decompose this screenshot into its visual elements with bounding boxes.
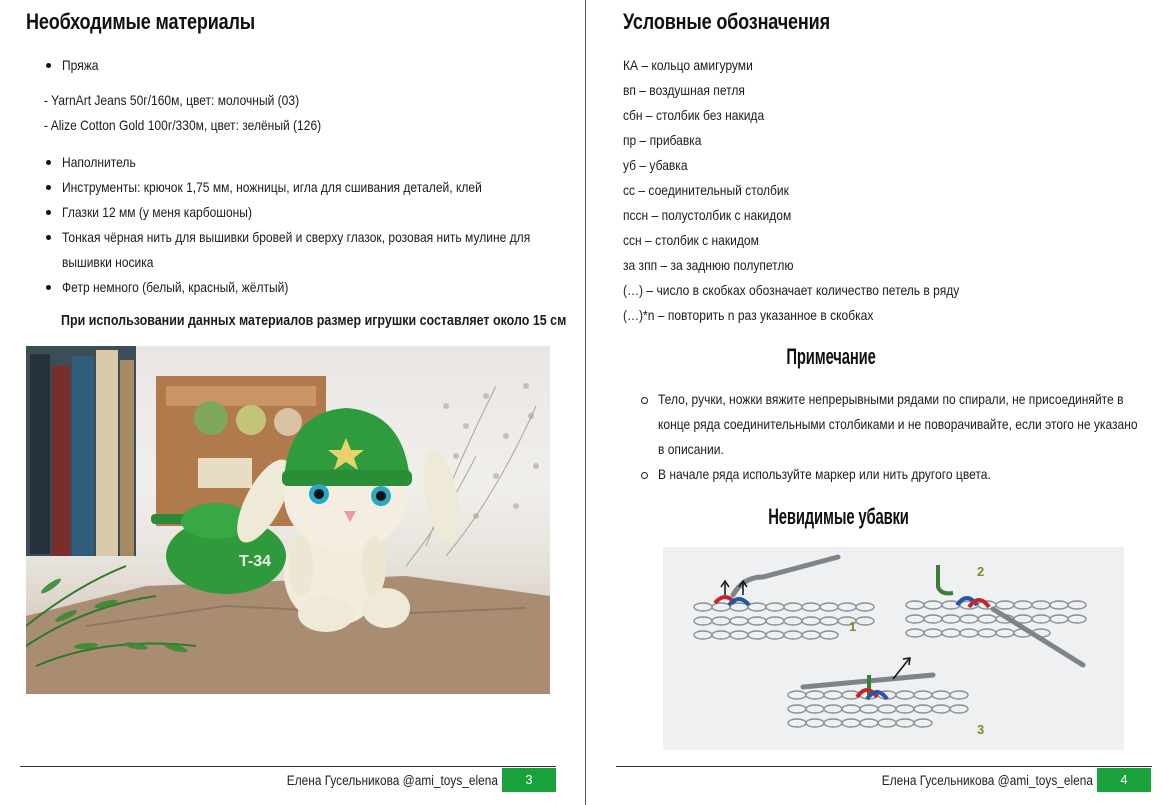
page-divider [585,0,586,805]
circle-bullet [641,397,648,404]
decrease-title [588,504,1088,530]
bullet-dot [46,63,51,68]
note-title-text: Примечание [786,344,876,369]
diagram-art [663,547,1124,750]
eyes-bullet: Глазки 12 мм (у меня карбошоны) [62,204,252,220]
bullet-dot [46,210,51,215]
bullet-dot [46,160,51,165]
footer-line [616,766,1152,767]
legend-item: за зпп – за заднюю полупетлю [623,257,794,273]
yarn-bullet: Пряжа [62,57,99,73]
page-number: 4 [1097,768,1151,792]
legend-item: сс – соединительный столбик [623,182,789,198]
legend-item: пр – прибавка [623,132,702,148]
tank-label: T-34 [239,553,272,570]
decrease-title-text: Невидимые убавки [767,504,909,529]
yarn-line-1: - YarnArt Jeans 50г/160м, цвет: молочный (03) [44,92,300,108]
legend-item: (…) – число в скобках обозначает количество петель в ряду [623,282,960,298]
thread-bullet: Тонкая чёрная нить для вышивки бровей и сверху глазок, розовая нить мулине для [62,229,531,245]
page-number: 3 [502,768,556,792]
legend-item: ссн – столбик с накидом [623,232,759,248]
tools-bullet: Инструменты: крючок 1,75 мм, ножницы, игла для сшивания деталей, клей [62,179,482,195]
footer-author: Елена Гусельникова @ami_toys_elena [881,773,1093,788]
invisible-decrease-diagram [663,547,1124,750]
yarn-line-2: - Alize Cotton Gold 100г/330м, цвет: зелёный (126) [44,117,322,133]
thread-bullet-cont: вышивки носика [62,254,154,270]
footer-author: Елена Гусельникова @ami_toys_elena [286,773,498,788]
diagram-label-1: 1 [849,619,857,634]
legend-item: пссн – полустолбик с накидом [623,207,792,223]
circle-bullet [641,472,648,479]
legend-item: (…)*n – повторить n раз указанное в скобках [623,307,874,323]
diagram-step-2 [906,564,1086,665]
bunny-photo [26,346,550,694]
note-line-3: в описании. [658,441,724,457]
diagram-label-2: 2 [977,564,985,579]
legend-item: КА – кольцо амигуруми [623,57,753,73]
bullet-dot [46,285,51,290]
filler-bullet: Наполнитель [62,154,136,170]
materials-title: Необходимые материалы [26,9,256,34]
diagram-step-1 [694,557,874,639]
bunny-photo-art [26,346,550,694]
legend-title: Условные обозначения [623,9,830,34]
diagram-label-3: 3 [977,722,985,737]
note-line-1: Тело, ручки, ножки вяжите непрерывными рядами по спирали, не присоединяйте в [658,391,1124,407]
bullet-dot [46,235,51,240]
footer-line [20,766,556,767]
felt-bullet: Фетр немного (белый, красный, жёлтый) [62,279,289,295]
bullet-dot [46,185,51,190]
legend-item: уб – убавка [623,157,688,173]
note-line-4: В начале ряда используйте маркер или нить другого цвета. [658,466,991,482]
legend-item: сбн – столбик без накида [623,107,765,123]
diagram-step-3 [788,658,984,737]
size-note: При использовании данных материалов размер игрушки составляет около 15 см [61,313,567,329]
legend-item: вп – воздушная петля [623,82,745,98]
note-title [588,344,1073,370]
note-line-2: конце ряда соединительными столбиками и не поворачивайте, если этого не указано [658,416,1138,432]
